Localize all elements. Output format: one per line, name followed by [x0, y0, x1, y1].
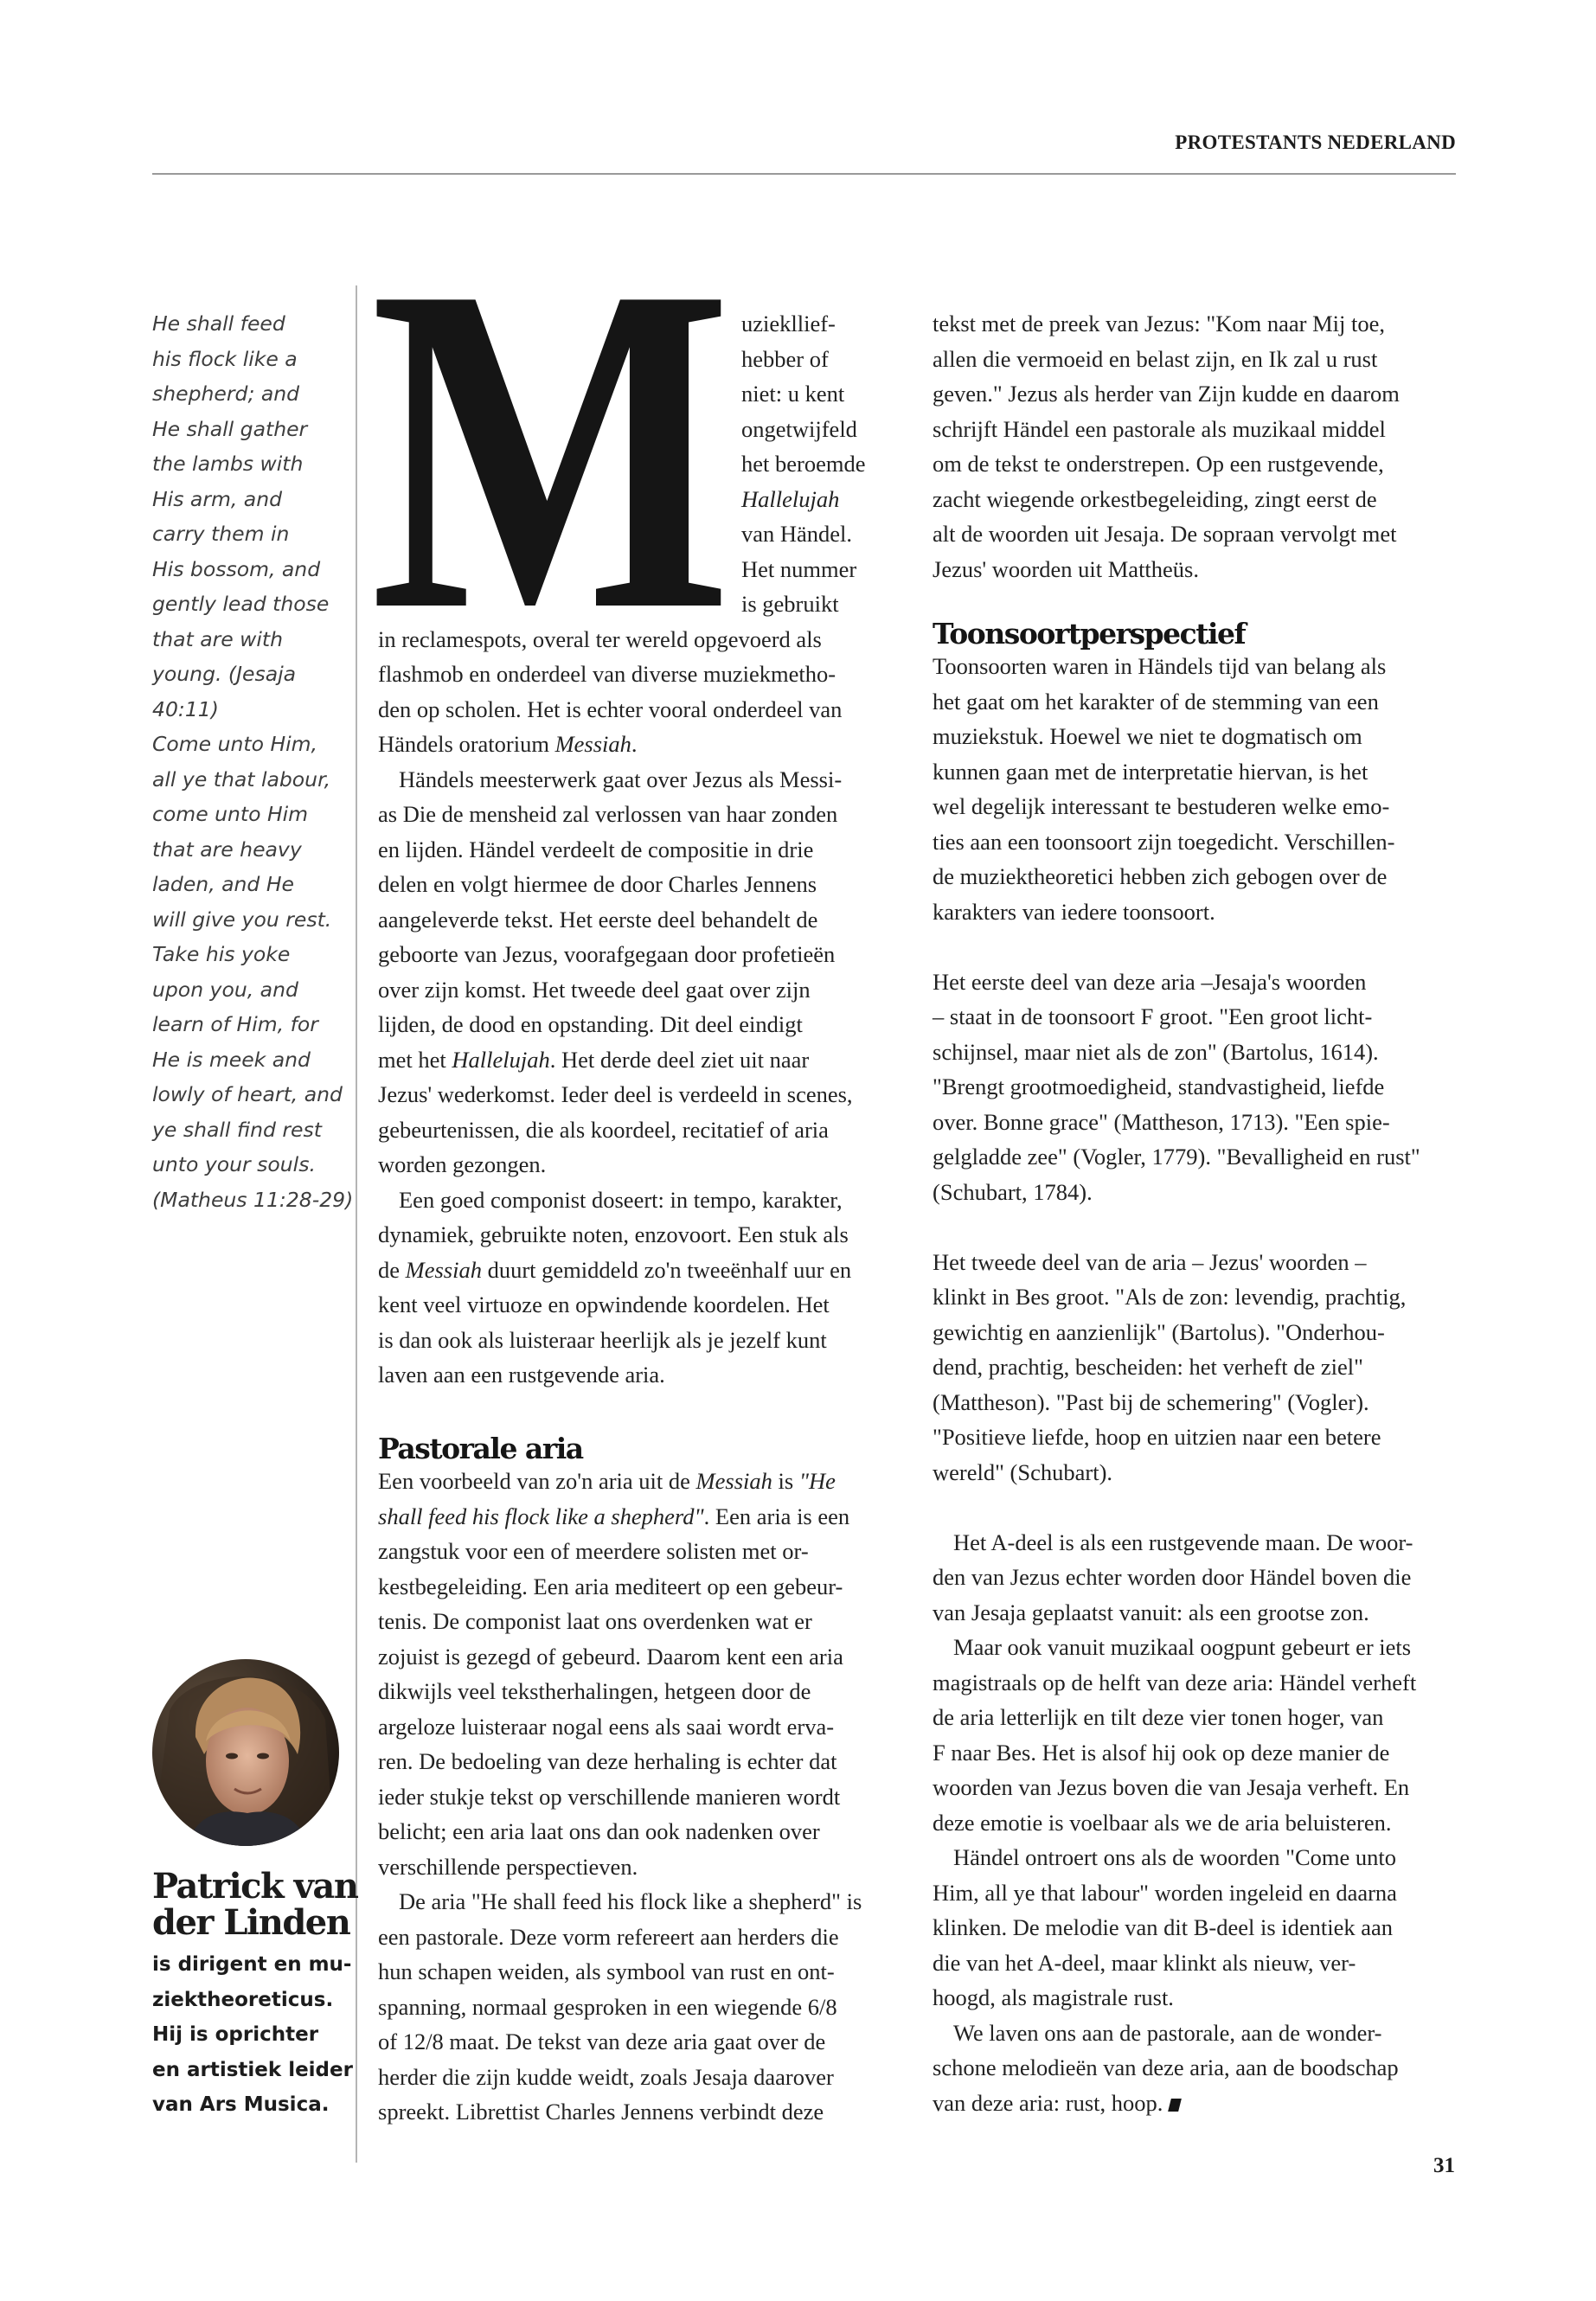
quote-line: lowly of heart, and [152, 1082, 343, 1106]
text-line: Het eerste deel van deze aria –Jesaja's woorden [933, 968, 1367, 995]
text-line: de Messiah duurt gemiddeld zo'n tweeënhalf uur en [378, 1256, 852, 1283]
text-line: woorden van Jezus boven die van Jesaja verheft. En [933, 1774, 1410, 1800]
bio-line: ziektheoreticus. [152, 1988, 334, 2011]
text-line: schone melodieën van deze aria, aan de boodschap [933, 2054, 1399, 2080]
bio-line: van Ars Musica. [152, 2093, 330, 2116]
page-number: 31 [1433, 2154, 1455, 2177]
text-line: gelgladde zee" (Vogler, 1779). "Bevalligheid en rust" [933, 1144, 1420, 1170]
text-line: Een voorbeeld van zo'n aria uit de Messiah is "He [378, 1468, 836, 1494]
text-line: Het A-deel is als een rustgevende maan. De woor- [953, 1529, 1413, 1555]
quote-line: upon you, and [152, 977, 298, 1002]
text-line: as Die de mensheid zal verlossen van haar zonden [378, 801, 838, 827]
author-photo [152, 1659, 339, 1846]
text-line: Het nummer [741, 555, 857, 582]
section-heading: Toonsoortperspectief [933, 617, 1246, 651]
quote-line: He is meek and [152, 1047, 311, 1072]
sidebar-quote [152, 306, 354, 1217]
header-divider [152, 173, 1456, 175]
quote-line: gently lead those [152, 592, 330, 616]
text-line: zacht wiegende orkestbegeleiding, zingt eerst de [933, 485, 1377, 512]
text-line: een pastorale. Deze vorm refereert aan herders die [378, 1923, 839, 1950]
quote-line: Take his yoke [152, 942, 291, 966]
bio-line: is dirigent en mu- [152, 1953, 352, 1976]
text-line: is dan ook als luisteraar heerlijk als je jezelf kunt [378, 1326, 827, 1353]
text-line: delen en volgt hiermee de door Charles Jennens [378, 871, 817, 897]
text-line: hun schapen weiden, als symbool van rust en ont- [378, 1958, 835, 1984]
text-line: den van Jezus echter worden door Händel boven die [933, 1564, 1412, 1590]
text-line: de muziektheoretici hebben zich gebogen over de [933, 863, 1388, 889]
text-line: "Positieve liefde, hoop en uitzien naar een betere [933, 1424, 1381, 1450]
article-column-middle [378, 306, 880, 2130]
paragraph [378, 1884, 880, 2130]
text-line: kunnen gaan met de interpretatie hiervan, is het [933, 758, 1368, 785]
text-line: aangeleverde tekst. Het eerste deel behandelt de [378, 906, 818, 933]
text-line: Maar ook vanuit muzikaal oogpunt gebeurt er iets [953, 1634, 1412, 1660]
text-line: en lijden. Händel verdeelt de compositie in drie [378, 836, 814, 862]
text-line: magistraals op de helft van deze aria: Händel verheft [933, 1669, 1417, 1695]
text-line: geven." Jezus als herder van Zijn kudde en daarom [933, 381, 1400, 407]
text-line: Händels meesterwerk gaat over Jezus als Messi- [399, 766, 843, 792]
text-line: deze emotie is voelbaar als we de aria beluisteren. [933, 1809, 1392, 1836]
text-line: het gaat om het karakter of de stemming van een [933, 688, 1379, 715]
text-line: alt de woorden uit Jesaja. De sopraan vervolgt met [933, 521, 1397, 547]
quote-line: laden, and He [152, 872, 294, 896]
text-line: muziekstuk. Hoewel we niet te dogmatisch om [933, 723, 1362, 749]
dropcap-wrap-text [378, 306, 880, 622]
text-line: ren. De bedoeling van deze herhaling is echter dat [378, 1748, 837, 1774]
quote-line: 40:11) [152, 696, 219, 721]
quote-line: young. (Jesaja [152, 662, 297, 686]
article-column-right [933, 306, 1460, 2120]
text-line: shall feed his flock like a shepherd". Een aria is een [378, 1503, 850, 1529]
text-line: zangstuk voor een of meerdere solisten met or- [378, 1538, 809, 1564]
text-line: dynamiek, gebruikte noten, enzovoort. Een stuk als [378, 1221, 849, 1247]
paragraph [378, 1183, 880, 1253]
text-line: of 12/8 maat. De tekst van deze aria gaat over de [378, 2029, 826, 2054]
quote-line: all ye that labour, [152, 766, 331, 792]
paragraph [933, 1525, 1460, 1631]
text-line: om de tekst te onderstrepen. Op een rustgevende, [933, 451, 1384, 477]
bio-line: Hij is oprichter [152, 2023, 319, 2046]
paragraph [933, 1840, 1460, 2016]
text-line: Het tweede deel van de aria – Jezus' woorden – [933, 1248, 1367, 1275]
quote-line: Come unto Him, [152, 732, 318, 756]
text-line: het beroemde [741, 451, 866, 477]
paragraph [378, 1287, 880, 1393]
text-line: Jezus' wederkomst. Ieder deel is verdeeld in scenes, [378, 1081, 853, 1107]
paragraph [933, 649, 1460, 929]
text-line: argeloze luisteraar nogal eens als saai wordt erva- [378, 1713, 835, 1740]
text-line: belicht; een aria laat ons dan ook nadenken over [378, 1818, 820, 1844]
text-line: kent veel virtuoze en opwindende koordelen. Het [378, 1292, 830, 1317]
text-line: – staat in de toonsoort F groot. "Een groot licht- [933, 1003, 1373, 1029]
text-line: tenis. De componist laat ons overdenken wat er [378, 1608, 812, 1634]
quote-line: that are heavy [152, 836, 302, 862]
text-line: spreekt. Librettist Charles Jennens verbindt deze [378, 2099, 824, 2125]
text-line: spanning, normaal gesproken in een wiegende 6/8 [378, 1993, 837, 2020]
text-line: (Mattheson). "Past bij de schemering" (Vogler). [933, 1388, 1369, 1415]
quote-line: will give you rest. [152, 907, 332, 932]
text-line: den op scholen. Het is echter vooral onderdeel van [378, 695, 843, 722]
text-line: schijnsel, maar niet als de zon" (Bartolus, 1614). [933, 1038, 1379, 1065]
paragraph [378, 622, 880, 727]
text-line: allen die vermoeid en belast zijn, en Ik zal u rust [933, 345, 1378, 372]
text-line: herder die zijn kudde weidt, zoals Jesaja daarover [378, 2063, 834, 2090]
text-line: zojuist is gezegd of gebeurd. Daarom kent een aria [378, 1643, 843, 1670]
text-line: wel degelijk interessant te bestuderen welke emo- [933, 793, 1390, 819]
text-line: tekst met de preek van Jezus: "Kom naar Mij toe, [933, 311, 1385, 336]
quote-line: He shall gather [152, 416, 308, 441]
text-line: over. Bonne grace" (Mattheson, 1713). "Een spie- [933, 1108, 1390, 1135]
text-line: van Jesaja geplaatst vanuit: als een grootse zon. [933, 1599, 1369, 1625]
drop-cap-letter: M [370, 272, 732, 636]
section-label: PROTESTANTS NEDERLAND [1175, 131, 1456, 153]
quote-line: His arm, and [152, 486, 283, 511]
quote-line: (Matheus 11:28-29) [152, 1187, 354, 1212]
quote-line: the lambs with [152, 452, 304, 476]
text-line: geboorte van Jezus, voorafgegaan door profetieën [378, 941, 836, 967]
text-line: ties aan een toonsoort zijn toegedicht. Verschillen- [933, 828, 1395, 855]
section-heading: Pastorale aria [378, 1432, 583, 1465]
author-name [152, 1866, 358, 1943]
text-line: ieder stukje tekst op verschillende manieren wordt [378, 1783, 841, 1810]
quote-line: come unto Him [152, 802, 309, 826]
text-line: karakters van iedere toonsoort. [933, 898, 1215, 925]
text-line: ongetwijfeld [741, 415, 857, 442]
text-line: Jezus' woorden uit Mattheüs. [933, 555, 1199, 582]
text-line: verschillende perspectieven. [378, 1853, 638, 1880]
text-line: die van het A-deel, maar klinkt als nieuw, ver- [933, 1949, 1356, 1976]
author-name-line: Patrick van [152, 1866, 358, 1907]
text-line: Hallelujah [741, 485, 840, 512]
text-line: worden gezongen. [378, 1151, 547, 1177]
paragraph [933, 965, 1460, 1210]
text-line: F naar Bes. Het is alsof hij ook op deze manier de [933, 1739, 1390, 1766]
text-line: van Händel. [741, 521, 853, 547]
quote-line: learn of Him, for [152, 1012, 318, 1036]
text-line: De aria "He shall feed his flock like a shepherd" is [399, 1888, 862, 1914]
text-line: klinken. De melodie van dit B-deel is identiek aan [933, 1914, 1394, 1940]
text-line: Händel ontroert ons als de woorden "Come unto [953, 1844, 1397, 1870]
text-line: kestbegeleiding. Een aria mediteert op een gebeur- [378, 1573, 843, 1599]
text-line: dend, prachtig, bescheiden: het verheft de ziel" [933, 1354, 1363, 1380]
paragraph [378, 1077, 880, 1183]
paragraph [378, 1534, 880, 1884]
text-line: niet: u kent [741, 381, 845, 407]
text-line: laven aan een rustgevende aria. [378, 1362, 665, 1388]
text-line: in reclamespots, overal ter wereld opgevoerd als [378, 625, 822, 652]
text-line: Een goed componist doseert: in tempo, karakter, [399, 1186, 843, 1213]
text-line: gebeurtenissen, die als koordeel, recitatief of aria [378, 1116, 829, 1143]
text-line: gewichtig en aanzienlijk" (Bartolus). "Onderhou- [933, 1318, 1385, 1345]
text-line: We laven ons aan de pastorale, aan de wonder- [953, 2019, 1382, 2046]
text-line: flashmob en onderdeel van diverse muziekmetho- [378, 661, 836, 687]
text-line: Händels oratorium Messiah. [378, 731, 638, 757]
text-line: de aria letterlijk en tilt deze vier tonen hoger, van [933, 1704, 1384, 1730]
end-mark-icon [1169, 2099, 1183, 2112]
text-line: lijden, de dood en opstanding. Dit deel eindigt [378, 1011, 803, 1037]
text-line: Toonsoorten waren in Händels tijd van belang als [933, 653, 1387, 679]
text-line: klinkt in Bes groot. "Als de zon: levendig, prachtig, [933, 1284, 1407, 1310]
quote-line: carry them in [152, 522, 290, 546]
quote-line: His bossom, and [152, 556, 321, 581]
quote-line: shepherd; and [152, 381, 300, 406]
quote-line: his flock like a [152, 346, 298, 371]
paragraph [933, 1245, 1460, 1490]
text-line: Him, all ye that labour" worden ingeleid en daarna [933, 1879, 1397, 1906]
text-line: over zijn komst. Het tweede deel gaat over zijn [378, 976, 811, 1003]
quote-line: that are with [152, 626, 284, 651]
text-line: (Schubart, 1784). [933, 1178, 1093, 1205]
text-line: is gebruikt [741, 591, 839, 617]
quote-line: ye shall find rest [152, 1117, 322, 1142]
paragraph [378, 762, 880, 1042]
author-bio [152, 1947, 351, 2123]
paragraph [933, 1630, 1460, 1840]
text-line: hoogd, als magistrale rust. [933, 1984, 1174, 2010]
author-name-line: der Linden [152, 1902, 350, 1943]
paragraph [933, 306, 1460, 586]
paragraph [933, 2016, 1460, 2086]
quote-line: unto your souls. [152, 1152, 316, 1176]
text-line: wereld" (Schubart). [933, 1458, 1113, 1485]
text-line: met het Hallelujah. Het derde deel ziet uit naar [378, 1046, 810, 1073]
text-line: uziekllief- [741, 311, 836, 336]
text-line: hebber of [741, 345, 829, 372]
bio-line: en artistiek leider [152, 2058, 353, 2081]
quote-line: He shall feed [152, 311, 285, 336]
text-line: dikwijls veel tekstherhalingen, hetgeen door de [378, 1678, 811, 1704]
text-line: "Brengt grootmoedigheid, standvastigheid, liefde [933, 1074, 1385, 1099]
text-line: schrijft Händel een pastorale als muzikaal middel [933, 415, 1386, 442]
text-line: van deze aria: rust, hoop. [933, 2086, 1460, 2121]
